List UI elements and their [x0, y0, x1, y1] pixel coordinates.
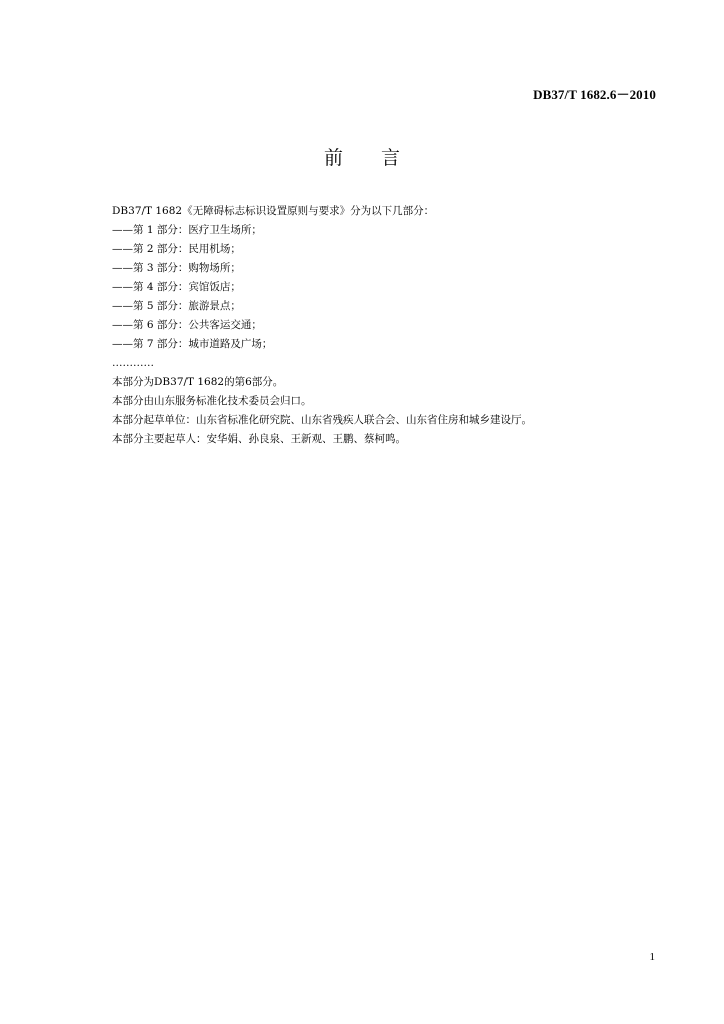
part-list-item: ——第 2 部分：民用机场；: [112, 243, 241, 255]
foreword-body: [112, 202, 672, 449]
part-list-item: ——第 3 部分：购物场所；: [112, 262, 241, 274]
part-list-item: ——第 4 部分：宾馆饭店；: [112, 281, 241, 293]
part-list-item: ——第 1 部分：医疗卫生场所；: [112, 224, 262, 236]
list-ellipsis: …………: [112, 357, 154, 369]
statement-drafting-units: 本部分起草单位：山东省标准化研究院、山东省残疾人联合会、山东省住房和城乡建设厅。: [112, 414, 532, 426]
statement-drafters: 本部分主要起草人：安华娟、孙良泉、王新观、王鹏、蔡柯鸣。: [112, 433, 406, 445]
page-number: 1: [649, 951, 655, 963]
page-title: 前 言: [323, 147, 400, 169]
part-list-item: ——第 6 部分：公共客运交通；: [112, 319, 262, 331]
part-list-item: ——第 5 部分：旅游景点；: [112, 300, 241, 312]
document-code: DB37/T 1682.6－2010: [533, 87, 656, 102]
intro-paragraph: DB37/T 1682《无障碍标志标识设置原则与要求》分为以下几部分：: [112, 205, 435, 217]
part-list-item: ——第 7 部分：城市道路及广场；: [112, 338, 273, 350]
statement-part-number: 本部分为DB37/T 1682的第6部分。: [112, 376, 284, 388]
statement-committee: 本部分由山东服务标准化技术委员会归口。: [112, 395, 312, 407]
